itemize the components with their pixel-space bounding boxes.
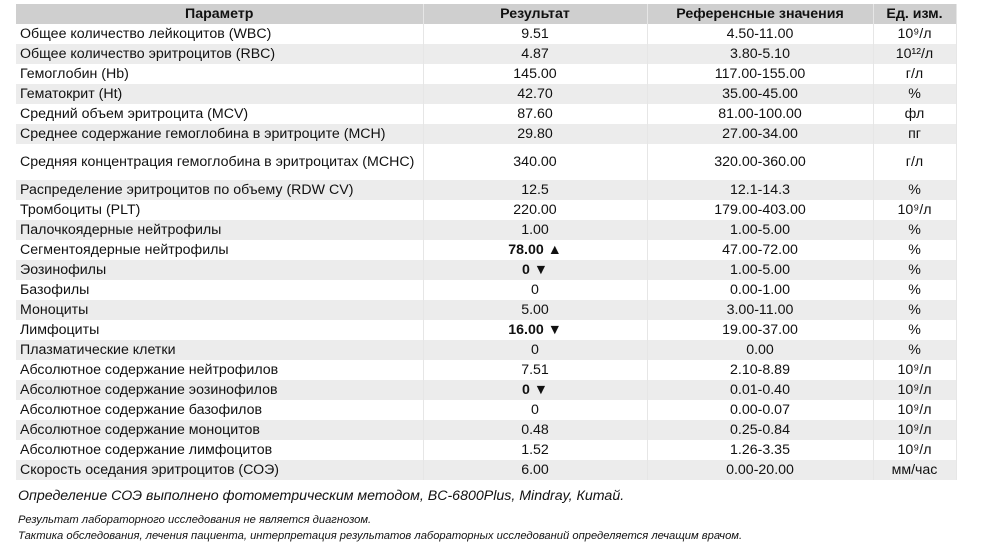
parameter-name: Палочкоядерные нейтрофилы [16,220,423,240]
result-cell [423,440,647,460]
parameter-name: Абсолютное содержание лимфоцитов [16,440,423,460]
table-header-row [16,4,956,24]
result-cell [423,420,647,440]
result-value: 0 [522,382,530,398]
reference-range: 81.00-100.00 [647,104,873,124]
parameter-name: Средняя концентрация гемоглобина в эритроцитах (MCHC) [16,144,423,180]
table-row [16,440,956,460]
result-value: 9.51 [521,26,549,42]
parameter-name: Тромбоциты (PLT) [16,200,423,220]
parameter-name: Лимфоциты [16,320,423,340]
table-row [16,360,956,380]
parameter-name: Гемоглобин (Hb) [16,64,423,84]
result-value: 29.80 [517,126,553,142]
result-cell [423,340,647,360]
result-cell [423,400,647,420]
disclaimer-interpretation: Тактика обследования, лечения пациента, интерпретация результатов лабораторных исследований определяется лечащим врачом. [18,530,743,542]
unit: % [873,220,956,240]
result-cell [423,64,647,84]
result-cell [423,360,647,380]
result-value: 220.00 [513,202,557,218]
parameter-name: Среднее содержание гемоглобина в эритроците (MCH) [16,124,423,144]
result-value: 42.70 [517,86,553,102]
reference-range: 0.25-0.84 [647,420,873,440]
method-note: Определение СОЭ выполнено фотометрическим методом, BC-6800Plus, Mindray, Китай. [18,488,625,504]
parameter-name: Распределение эритроцитов по объему (RDW CV) [16,180,423,200]
reference-range: 179.00-403.00 [647,200,873,220]
result-value: 12.5 [521,182,549,198]
table-row [16,300,956,320]
table-row [16,180,956,200]
parameter-name: Эозинофилы [16,260,423,280]
result-cell [423,300,647,320]
parameter-name: Абсолютное содержание эозинофилов [16,380,423,400]
unit: 10⁹/л [873,420,956,440]
header-unit: Ед. изм. [873,4,956,24]
result-cell [423,380,647,400]
result-value: 0 [531,282,539,298]
result-cell [423,260,647,280]
parameter-name: Скорость оседания эритроцитов (СОЭ) [16,460,423,480]
result-cell [423,220,647,240]
parameter-name: Моноциты [16,300,423,320]
parameter-name: Средний объем эритроцита (MCV) [16,104,423,124]
reference-range: 27.00-34.00 [647,124,873,144]
reference-range: 0.00-0.07 [647,400,873,420]
parameter-name: Абсолютное содержание моноцитов [16,420,423,440]
result-value: 7.51 [521,362,549,378]
table-body [16,24,956,480]
unit: г/л [873,144,956,180]
table-row [16,44,956,64]
table-row [16,144,956,180]
parameter-name: Общее количество эритроцитов (RBC) [16,44,423,64]
result-value: 0 [531,402,539,418]
result-cell [423,124,647,144]
parameter-name: Плазматические клетки [16,340,423,360]
unit: % [873,320,956,340]
result-cell [423,144,647,180]
table-row [16,124,956,144]
reference-range: 0.00 [647,340,873,360]
table-row [16,84,956,104]
unit: 10⁹/л [873,380,956,400]
reference-range: 1.26-3.35 [647,440,873,460]
reference-range: 3.00-11.00 [647,300,873,320]
unit: 10⁹/л [873,400,956,420]
reference-range: 1.00-5.00 [647,260,873,280]
table-row [16,280,956,300]
result-cell [423,280,647,300]
reference-range: 47.00-72.00 [647,240,873,260]
result-value: 1.52 [521,442,549,458]
result-value: 5.00 [521,302,549,318]
unit: % [873,240,956,260]
arrow-up-icon: ▲ [547,242,562,258]
disclaimer-diagnosis: Результат лабораторного исследования не является диагнозом. [18,514,372,526]
unit: 10⁹/л [873,360,956,380]
result-value: 0.48 [521,422,549,438]
arrow-down-icon: ▼ [533,382,548,398]
reference-range: 320.00-360.00 [647,144,873,180]
table-row [16,200,956,220]
arrow-down-icon: ▼ [533,262,548,278]
result-cell [423,104,647,124]
parameter-name: Общее количество лейкоцитов (WBC) [16,24,423,44]
reference-range: 12.1-14.3 [647,180,873,200]
table-row [16,380,956,400]
unit: 10⁹/л [873,24,956,44]
unit: 10⁹/л [873,440,956,460]
result-value: 1.00 [521,222,549,238]
unit: % [873,84,956,104]
reference-range: 2.10-8.89 [647,360,873,380]
header-reference: Референсные значения [647,4,873,24]
table-row [16,220,956,240]
unit: % [873,260,956,280]
result-value: 0 [531,342,539,358]
result-value: 145.00 [513,66,557,82]
table-row [16,400,956,420]
unit: пг [873,124,956,144]
table-row [16,320,956,340]
unit: фл [873,104,956,124]
reference-range: 35.00-45.00 [647,84,873,104]
table-row [16,240,956,260]
unit: % [873,340,956,360]
result-cell [423,320,647,340]
unit: % [873,300,956,320]
unit: г/л [873,64,956,84]
result-cell [423,84,647,104]
reference-range: 117.00-155.00 [647,64,873,84]
result-value: 340.00 [513,154,557,170]
table-row [16,460,956,480]
result-value: 87.60 [517,106,553,122]
result-value: 0 [522,262,530,278]
reference-range: 1.00-5.00 [647,220,873,240]
reference-range: 4.50-11.00 [647,24,873,44]
result-cell [423,44,647,64]
table-row [16,260,956,280]
unit: % [873,180,956,200]
parameter-name: Базофилы [16,280,423,300]
reference-range: 0.00-1.00 [647,280,873,300]
reference-range: 3.80-5.10 [647,44,873,64]
table-row [16,64,956,84]
header-result: Результат [423,4,647,24]
reference-range: 0.01-0.40 [647,380,873,400]
header-parameter: Параметр [16,4,423,24]
unit: 10⁹/л [873,200,956,220]
unit: % [873,280,956,300]
result-cell [423,460,647,480]
results-table [16,4,957,480]
result-value: 4.87 [521,46,549,62]
reference-range: 19.00-37.00 [647,320,873,340]
parameter-name: Сегментоядерные нейтрофилы [16,240,423,260]
table-row [16,340,956,360]
result-value: 6.00 [521,462,549,478]
result-value: 78.00 [508,242,544,258]
parameter-name: Абсолютное содержание нейтрофилов [16,360,423,380]
reference-range: 0.00-20.00 [647,460,873,480]
result-cell [423,180,647,200]
arrow-down-icon: ▼ [547,322,562,338]
result-cell [423,24,647,44]
unit: мм/час [873,460,956,480]
table-row [16,420,956,440]
parameter-name: Абсолютное содержание базофилов [16,400,423,420]
result-value: 16.00 [508,322,544,338]
table-row [16,24,956,44]
table-row [16,104,956,124]
unit: 10¹²/л [873,44,956,64]
result-cell [423,240,647,260]
parameter-name: Гематокрит (Ht) [16,84,423,104]
result-cell [423,200,647,220]
